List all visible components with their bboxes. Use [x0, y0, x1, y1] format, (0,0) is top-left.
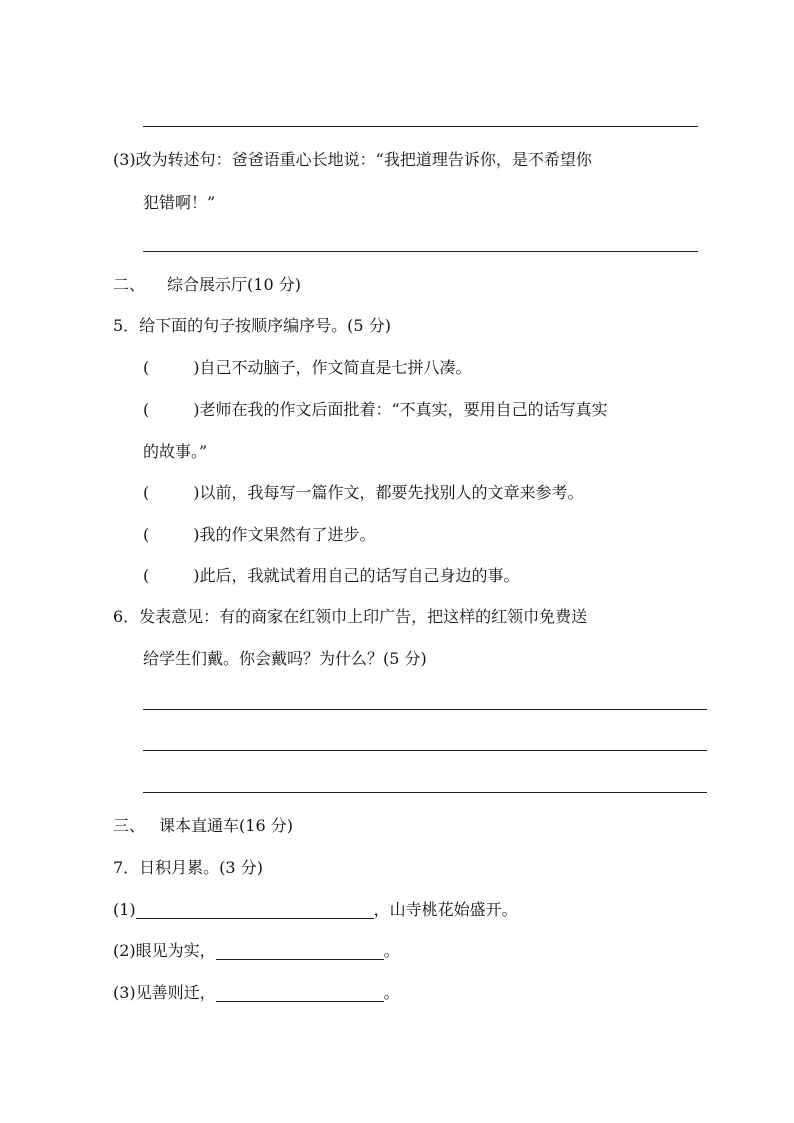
ordering-item	[143, 483, 584, 503]
section-2-title: 综合展示厅(10 分)	[167, 275, 301, 294]
ordering-item-continuation: 的故事。”	[143, 442, 208, 461]
ordering-item	[143, 400, 608, 420]
ordering-item-text: 我的作文果然有了进步。	[199, 525, 376, 544]
answer-line[interactable]	[143, 792, 707, 793]
question-3-line-2: 犯错啊！”	[143, 193, 216, 212]
question-3-prompt: 改为转述句：爸爸语重心长地说：“我把道理告诉你，是不希望你	[135, 150, 592, 169]
question-6-line-2: 给学生们戴。你会戴吗？为什么？(5 分)	[143, 649, 427, 668]
question-6-line-1: 6．发表意见：有的商家在红领巾上印广告，把这样的红领巾免费送	[113, 607, 588, 626]
section-3-title: 课本直通车(16 分)	[159, 816, 293, 835]
answer-line[interactable]	[143, 126, 698, 127]
poem-item-3-text: (3)见善则迁，	[113, 983, 216, 1002]
answer-line[interactable]	[143, 709, 707, 710]
ordering-item	[143, 566, 520, 586]
answer-blank-close: )	[193, 358, 200, 377]
answer-blank-close: )	[193, 400, 200, 419]
answer-blank-open: (	[143, 400, 150, 419]
question-7-title: 7．日积月累。(3 分)	[113, 858, 263, 877]
poem-item-1-text: ，山寺桃花始盛开。	[373, 900, 518, 919]
ordering-item-text: 此后，我就试着用自己的话写自己身边的事。	[199, 566, 520, 585]
question-3-number: (3)	[113, 150, 136, 169]
answer-blank-open: (	[143, 525, 150, 544]
answer-blank-open: (	[143, 483, 150, 502]
answer-line[interactable]	[143, 251, 698, 252]
section-2-heading	[113, 275, 301, 295]
fill-in-blank[interactable]	[136, 902, 374, 919]
poem-item-3-end: 。	[383, 983, 400, 1002]
section-3-number: 三、	[113, 816, 146, 835]
answer-line[interactable]	[143, 750, 707, 751]
question-5-title: 5．给下面的句子按顺序编序号。(5 分)	[113, 316, 391, 335]
answer-blank-close: )	[193, 483, 200, 502]
section-3-heading	[113, 816, 293, 836]
fill-in-blank[interactable]	[216, 943, 384, 960]
ordering-item	[143, 358, 472, 378]
ordering-item	[143, 525, 376, 545]
answer-blank-open: (	[143, 566, 150, 585]
fill-in-blank[interactable]	[216, 985, 384, 1002]
ordering-item-text: 以前，我每写一篇作文，都要先找别人的文章来参考。	[199, 483, 584, 502]
section-2-number: 二、	[113, 275, 146, 294]
answer-blank-close: )	[193, 566, 200, 585]
poem-item-1-number: (1)	[113, 900, 136, 919]
poem-item-2	[113, 941, 400, 961]
poem-item-2-end: 。	[383, 941, 400, 960]
poem-item-3	[113, 983, 400, 1003]
question-3-line-1	[113, 150, 592, 170]
answer-blank-open: (	[143, 358, 150, 377]
ordering-item-text: 自己不动脑子，作文简直是七拼八凑。	[199, 358, 472, 377]
poem-item-2-text: (2)眼见为实，	[113, 941, 216, 960]
poem-item-1	[113, 900, 518, 920]
ordering-item-text: 老师在我的作文后面批着：“不真实，要用自己的话写真实	[199, 400, 608, 419]
answer-blank-close: )	[193, 525, 200, 544]
